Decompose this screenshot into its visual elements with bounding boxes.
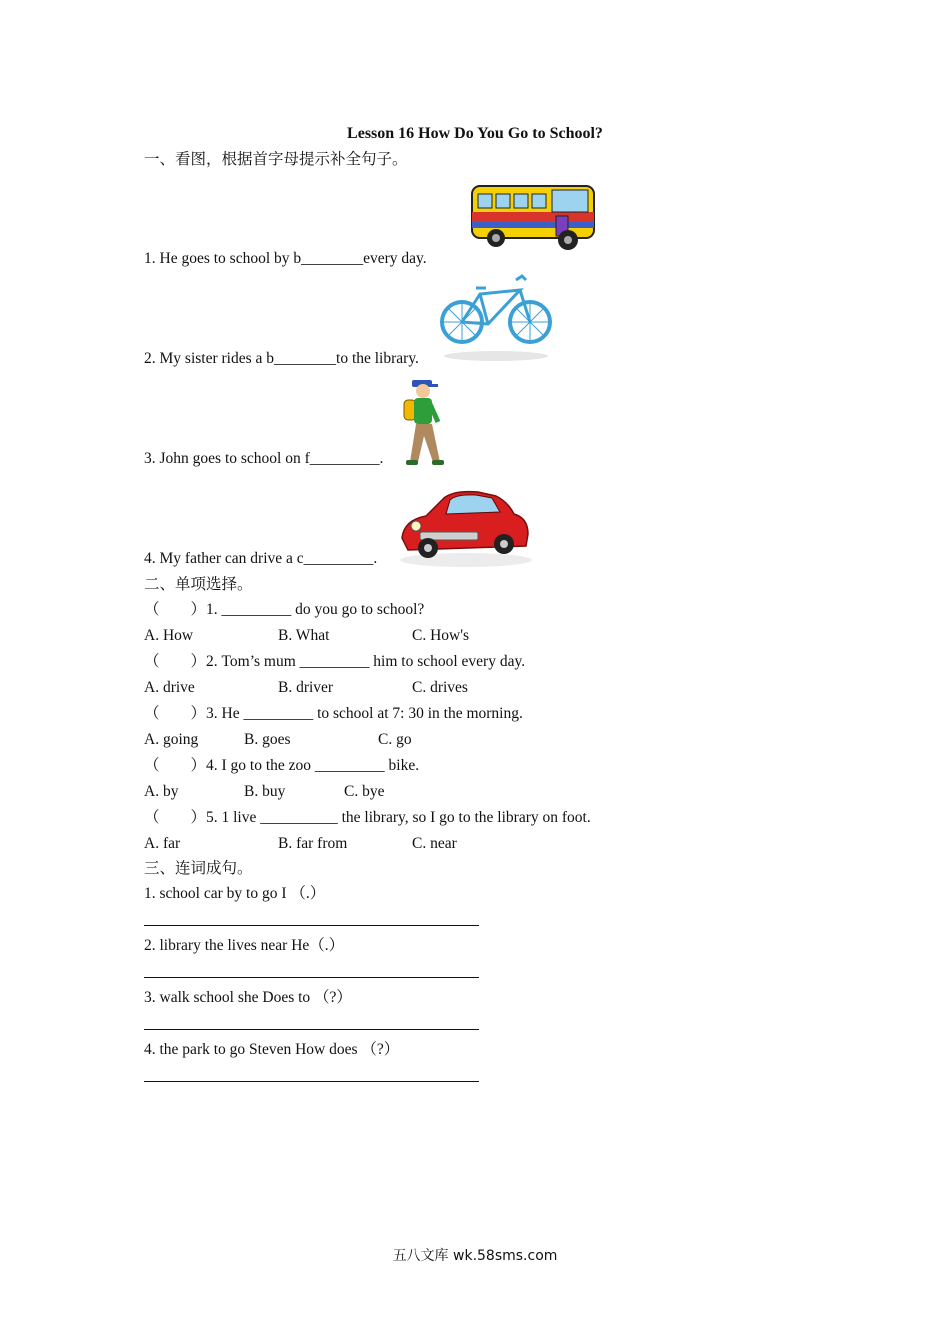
answer-line-1 (144, 925, 479, 926)
section2-heading: 二、单项选择。 (144, 576, 253, 593)
section1-heading: 一、看图，根据首字母提示补全句子。 (144, 151, 408, 168)
question-3-option-c: C. go (378, 731, 412, 748)
question-4-option-a: A. by (144, 783, 179, 800)
reorder-item-2: 2. library the lives near He（.） (144, 937, 345, 954)
walking-boy-image (398, 376, 450, 468)
question-1-option-b: B. What (278, 627, 330, 644)
fill-item-4: 4. My father can drive a c_________. (144, 550, 378, 567)
question-5-option-a: A. far (144, 835, 181, 852)
fill-item-3: 3. John goes to school on f_________. (144, 450, 384, 467)
answer-line-4 (144, 1081, 479, 1082)
question-4-stem: （ ）4. I go to the zoo _________ bike. (144, 757, 420, 774)
bus-image (468, 178, 600, 252)
footer-watermark: 五八文库 wk.58sms.com (392, 1248, 558, 1264)
fill-item-1: 1. He goes to school by b________every day. (144, 250, 427, 267)
question-2-stem: （ ）2. Tom’s mum _________ him to school every day. (144, 653, 526, 670)
answer-line-3 (144, 1029, 479, 1030)
question-2-option-b: B. driver (278, 679, 334, 696)
question-4-option-b: B. buy (244, 783, 286, 800)
car-image (392, 480, 532, 568)
section3-heading: 三、连词成句。 (144, 860, 253, 877)
page-title: Lesson 16 How Do You Go to School? (347, 125, 603, 142)
question-5-option-b: B. far from (278, 835, 348, 852)
question-3-option-b: B. goes (244, 731, 291, 748)
bicycle-image (436, 272, 556, 364)
reorder-item-3: 3. walk school she Does to （?） (144, 989, 352, 1006)
question-5-option-c: C. near (412, 835, 457, 852)
reorder-item-1: 1. school car by to go I （.） (144, 885, 326, 902)
question-2-option-a: A. drive (144, 679, 195, 696)
answer-line-2 (144, 977, 479, 978)
question-2-option-c: C. drives (412, 679, 468, 696)
question-1-stem: （ ）1. _________ do you go to school? (144, 601, 425, 618)
reorder-item-4: 4. the park to go Steven How does （?） (144, 1041, 400, 1058)
question-3-stem: （ ）3. He _________ to school at 7: 30 in the morning. (144, 705, 523, 722)
fill-item-2: 2. My sister rides a b________to the library. (144, 350, 419, 367)
question-4-option-c: C. bye (344, 783, 385, 800)
question-1-option-c: C. How's (412, 627, 470, 644)
question-3-option-a: A. going (144, 731, 199, 748)
question-5-stem: （ ）5. 1 live __________ the library, so I go to the library on foot. (144, 809, 591, 826)
question-1-option-a: A. How (144, 627, 194, 644)
